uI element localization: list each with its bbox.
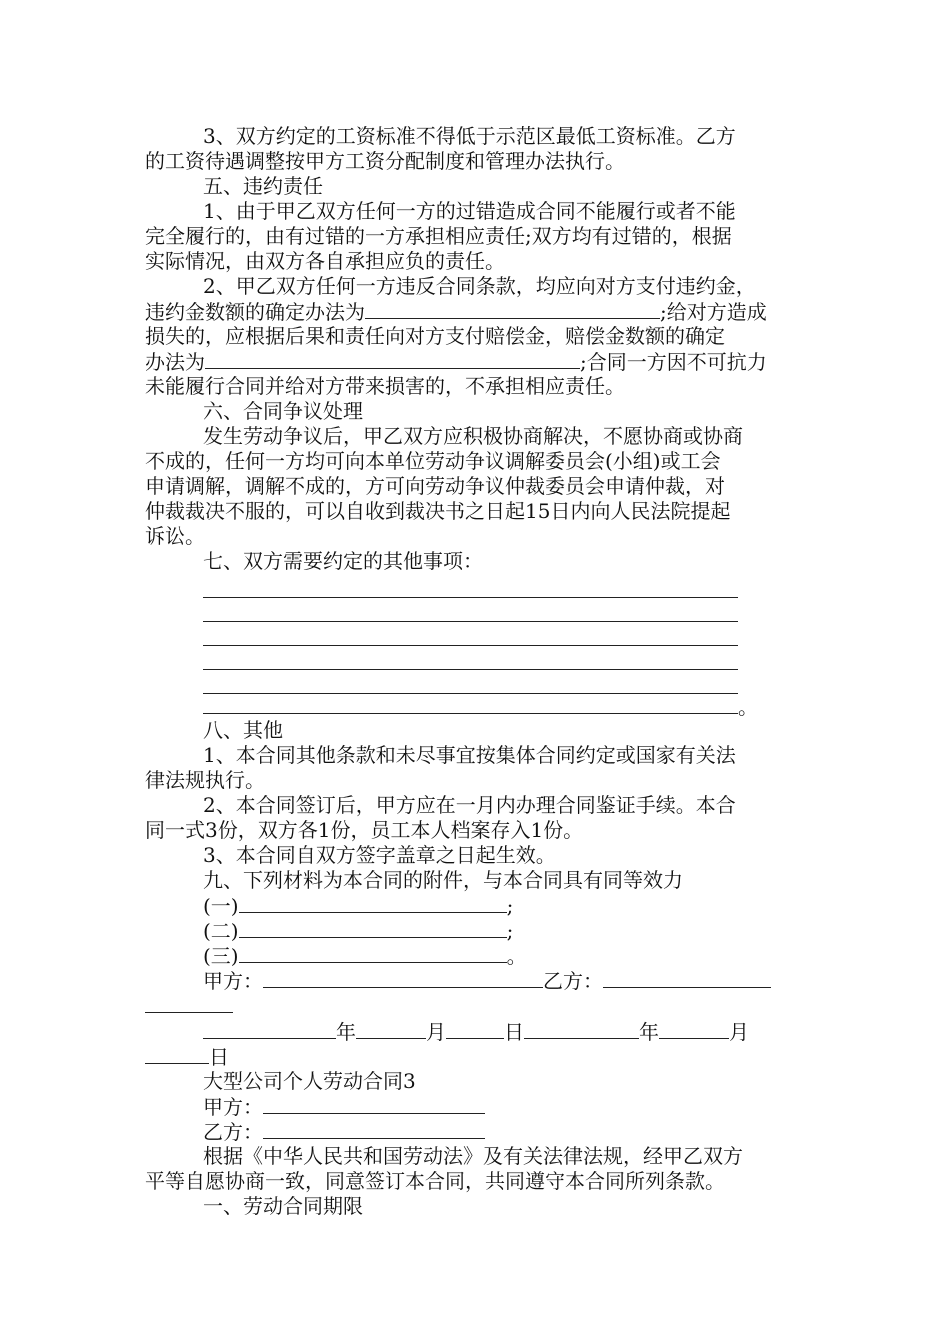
party-b-label: 乙方： xyxy=(543,969,603,993)
day-label: 日 xyxy=(504,1020,524,1044)
party-a-label: 甲方： xyxy=(203,1095,263,1119)
contract-3-section-1-heading: 一、劳动合同期限 xyxy=(203,1194,363,1218)
clause-5-1-line2: 完全履行的，由有过错的一方承担相应责任;双方均有过错的，根据 xyxy=(145,224,732,248)
dispute-line3: 申请调解，调解不成的，方可向劳动争议仲裁委员会申请仲裁，对 xyxy=(145,474,725,498)
section-9-heading: 九、下列材料为本合同的附件，与本合同具有同等效力 xyxy=(203,868,683,892)
party-a-day-blank[interactable] xyxy=(446,1019,504,1039)
preamble-line2: 平等自愿协商一致，同意签订本合同，共同遵守本合同所列条款。 xyxy=(145,1169,725,1193)
clause-5-2-line3: 损失的，应根据后果和责任向对方支付赔偿金，赔偿金数额的确定 xyxy=(145,324,725,348)
clause-5-2-line2 xyxy=(145,299,810,324)
clause-4-3-line1: 3、双方约定的工资标准不得低于示范区最低工资标准。乙方 xyxy=(203,124,736,148)
clause-5-1-line1: 1、由于甲乙双方任何一方的过错造成合同不能履行或者不能 xyxy=(203,199,736,223)
contract-3-party-b xyxy=(145,1119,810,1144)
clause-8-3: 3、本合同自双方签字盖章之日起生效。 xyxy=(203,843,556,867)
signature-row-wrap xyxy=(145,993,810,1015)
party-b-signature-blank-cont[interactable] xyxy=(145,993,233,1013)
contract-3-party-a-blank[interactable] xyxy=(263,1094,485,1114)
attachment-1 xyxy=(145,893,810,918)
clause-5-2-text: ;给对方造成 xyxy=(660,300,767,324)
attachment-1-blank[interactable] xyxy=(239,893,507,913)
clause-5-2-text: ;合同一方因不可抗力 xyxy=(580,350,767,374)
document-page xyxy=(145,124,810,1219)
other-matters-blank-line[interactable] xyxy=(203,670,738,694)
period-mark: 。 xyxy=(506,944,527,968)
date-row xyxy=(145,1019,810,1044)
dispute-line1: 发生劳动争议后，甲乙双方应积极协商解决，不愿协商或协商 xyxy=(203,424,743,448)
contract-3-title: 大型公司个人劳动合同3 xyxy=(203,1069,416,1093)
date-row-wrap xyxy=(145,1044,810,1069)
clause-8-2-line2: 同一式3份，双方各1份，员工本人档案存入1份。 xyxy=(145,818,584,842)
preamble-line1: 根据《中华人民共和国劳动法》及有关法律法规，经甲乙双方 xyxy=(203,1144,743,1168)
clause-8-1-line2: 律法规执行。 xyxy=(145,768,265,792)
attachment-label: (一) xyxy=(203,894,239,918)
attachment-3 xyxy=(145,943,810,968)
section-7-heading: 七、双方需要约定的其他事项： xyxy=(203,549,483,573)
clause-5-2-line5: 未能履行合同并给对方带来损害的，不承担相应责任。 xyxy=(145,374,625,398)
clause-8-2-line1: 2、本合同签订后，甲方应在一月内办理合同鉴证手续。本合 xyxy=(203,793,736,817)
clause-8-1-line1: 1、本合同其他条款和未尽事宜按集体合同约定或国家有关法 xyxy=(203,743,736,767)
attachment-label: (二) xyxy=(203,919,239,943)
dispute-line5: 诉讼。 xyxy=(145,524,205,548)
clause-5-2-line1: 2、甲乙双方任何一方违反合同条款，均应向对方支付违约金， xyxy=(203,274,756,298)
dispute-line4: 仲裁裁决不服的，可以自收到裁决书之日起15日内向人民法院提起 xyxy=(145,499,731,523)
other-matters-blank-line[interactable] xyxy=(203,598,738,622)
other-matters-blank-line[interactable] xyxy=(203,646,738,670)
month-label: 月 xyxy=(729,1020,749,1044)
clause-5-2-text: 办法为 xyxy=(145,350,205,374)
contract-3-party-a xyxy=(145,1094,810,1119)
section-5-heading: 五、违约责任 xyxy=(203,174,323,198)
signature-row xyxy=(145,968,810,993)
party-a-month-blank[interactable] xyxy=(356,1019,426,1039)
section-6-heading: 六、合同争议处理 xyxy=(203,399,363,423)
party-b-signature-blank[interactable] xyxy=(603,968,771,988)
attachment-3-blank[interactable] xyxy=(239,943,507,963)
party-b-month-blank[interactable] xyxy=(659,1019,729,1039)
year-label: 年 xyxy=(639,1020,659,1044)
period-mark: 。 xyxy=(738,695,758,719)
clause-5-2-line4 xyxy=(145,349,810,374)
penalty-method-blank[interactable] xyxy=(365,299,660,319)
contract-3-party-b-blank[interactable] xyxy=(263,1119,485,1139)
clause-5-2-text: 违约金数额的确定办法为 xyxy=(145,300,365,324)
other-matters-last-line xyxy=(145,694,810,718)
party-b-label: 乙方： xyxy=(203,1120,263,1144)
other-matters-blank-line[interactable] xyxy=(203,694,738,714)
section-8-heading: 八、其他 xyxy=(203,718,283,742)
day-label: 日 xyxy=(209,1045,229,1069)
dispute-line2: 不成的，任何一方均可向本单位劳动争议调解委员会(小组)或工会 xyxy=(145,449,721,473)
other-matters-blank-line[interactable] xyxy=(203,574,738,598)
party-b-year-blank[interactable] xyxy=(524,1019,639,1039)
clause-4-3-line2: 的工资待遇调整按甲方工资分配制度和管理办法执行。 xyxy=(145,149,625,173)
attachment-2-blank[interactable] xyxy=(239,918,507,938)
semicolon: ; xyxy=(506,919,514,943)
attachment-2 xyxy=(145,918,810,943)
party-b-day-blank[interactable] xyxy=(145,1044,209,1064)
attachment-label: (三) xyxy=(203,944,239,968)
clause-5-1-line3: 实际情况，由双方各自承担应负的责任。 xyxy=(145,249,505,273)
party-a-label: 甲方： xyxy=(203,969,263,993)
other-matters-blank-line[interactable] xyxy=(203,622,738,646)
year-label: 年 xyxy=(336,1020,356,1044)
party-a-signature-blank[interactable] xyxy=(263,968,543,988)
compensation-method-blank[interactable] xyxy=(205,349,580,369)
month-label: 月 xyxy=(426,1020,446,1044)
semicolon: ; xyxy=(506,894,514,918)
party-a-year-blank[interactable] xyxy=(203,1019,336,1039)
